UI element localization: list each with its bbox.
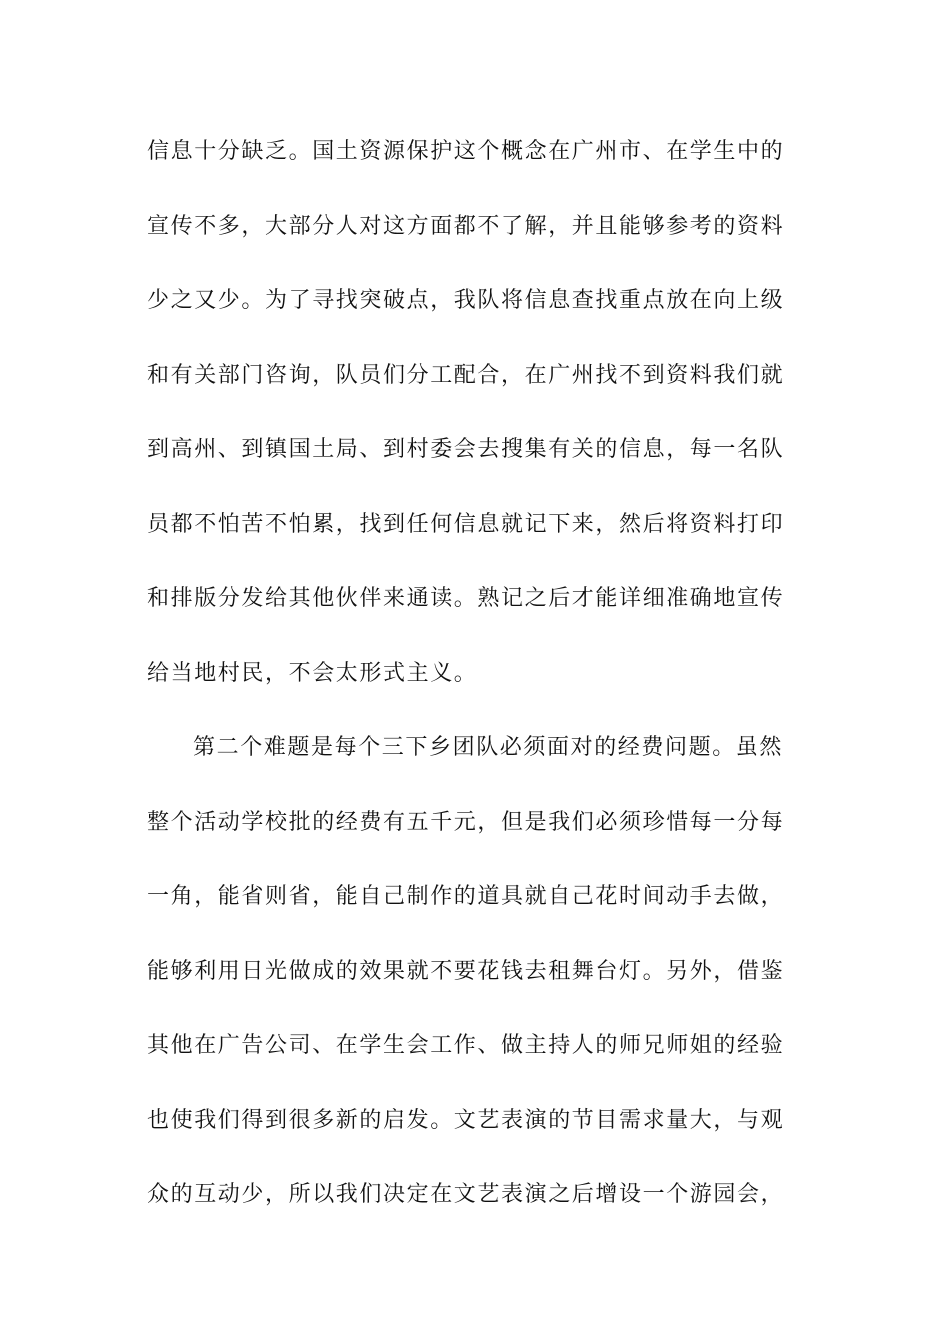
text-line: 少之又少。为了寻找突破点，我队将信息查找重点放在向上级 — [147, 288, 785, 313]
text-line: 其他在广告公司、在学生会工作、做主持人的师兄师姐的经验 — [147, 1033, 785, 1058]
document-body — [147, 128, 797, 1246]
text-line: 宣传不多，大部分人对这方面都不了解，并且能够参考的资料 — [147, 213, 785, 239]
text-line: 和排版分发给其他伙伴来通读。熟记之后才能详细准确地宣传 — [147, 586, 785, 611]
paragraph — [147, 128, 797, 724]
text-line: 员都不怕苦不怕累，找到任何信息就记下来，然后将资料打印 — [147, 511, 785, 537]
text-line: 也使我们得到很多新的启发。文艺表演的节目需求量大，与观 — [147, 1107, 785, 1133]
text-line: 第二个难题是每个三下乡团队必须面对的经费问题。虽然 — [193, 735, 784, 760]
text-line: 和有关部门咨询，队员们分工配合，在广州找不到资料我们就 — [147, 362, 785, 388]
text-line: 给当地村民，不会太形式主义。 — [147, 660, 478, 686]
text-line: 一角，能省则省，能自己制作的道具就自己花时间动手去做， — [147, 884, 785, 909]
text-line: 能够利用日光做成的效果就不要花钱去租舞台灯。另外，借鉴 — [147, 958, 785, 984]
text-line: 信息十分缺乏。国土资源保护这个概念在广州市、在学生中的 — [147, 139, 785, 164]
paragraph — [147, 724, 797, 1246]
text-line: 众的互动少，所以我们决定在文艺表演之后增设一个游园会， — [147, 1182, 785, 1207]
text-line: 到高州、到镇国土局、到村委会去搜集有关的信息，每一名队 — [147, 437, 785, 462]
text-line: 整个活动学校批的经费有五千元，但是我们必须珍惜每一分每 — [147, 809, 785, 835]
